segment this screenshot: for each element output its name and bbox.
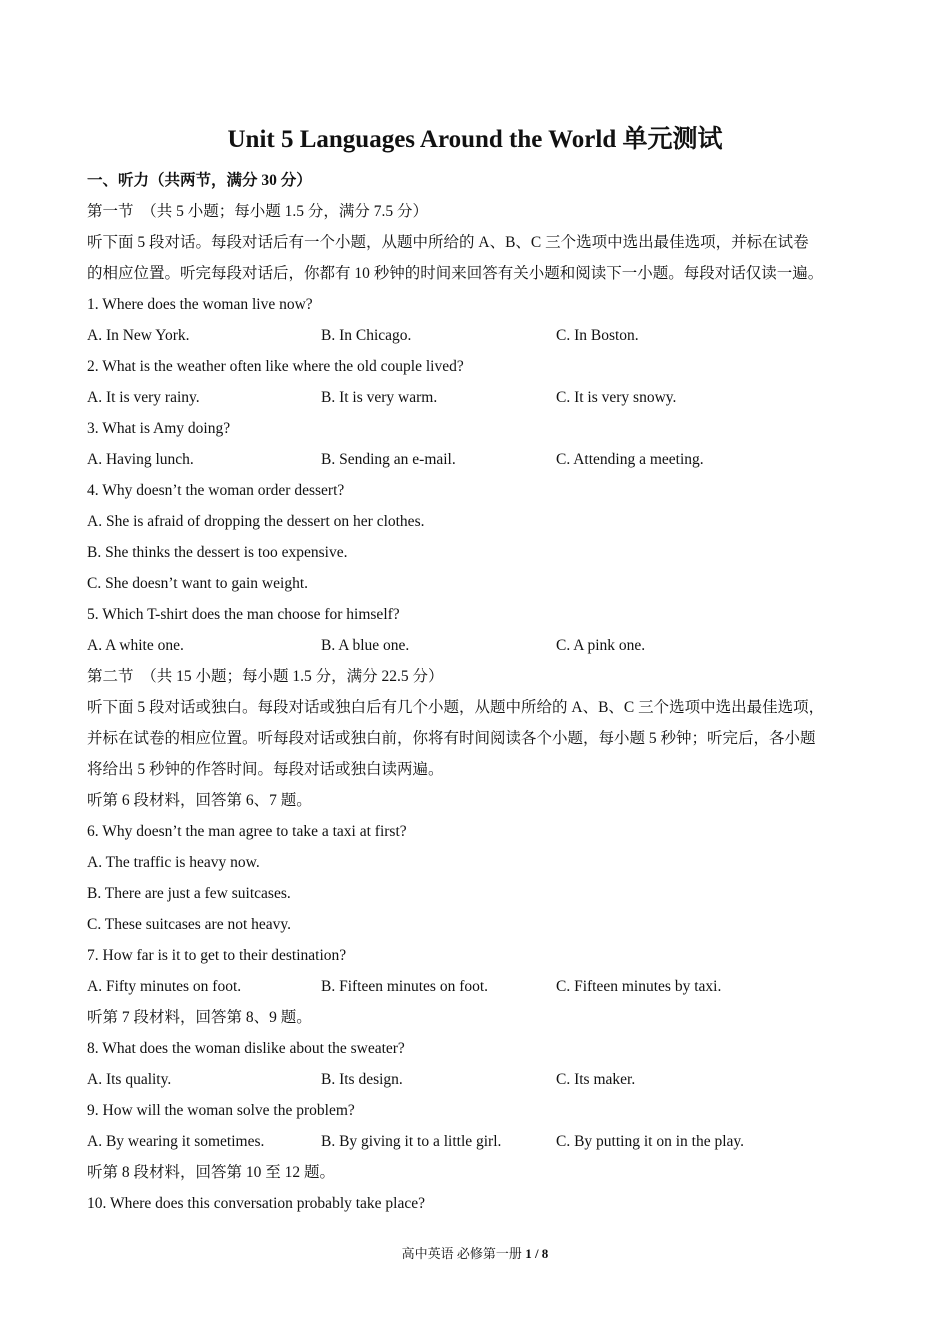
document-title: Unit 5 Languages Around the World 单元测试 xyxy=(227,126,723,153)
footer-page-number: 1 / 8 xyxy=(525,1246,549,1261)
question-6-option-c: C. These suitcases are not heavy. xyxy=(87,916,292,933)
question-2-option-c: C. It is very snowy. xyxy=(556,389,677,406)
question-10-stem: 10. Where does this conversation probably take place? xyxy=(87,1195,426,1212)
question-1-option-b: B. In Chicago. xyxy=(321,327,412,344)
question-3-option-c: C. Attending a meeting. xyxy=(556,451,704,468)
question-9-option-b: B. By giving it to a little girl. xyxy=(321,1133,502,1150)
question-3-stem: 3. What is Amy doing? xyxy=(87,420,231,437)
question-7-option-c: C. Fifteen minutes by taxi. xyxy=(556,978,722,995)
question-3-option-a: A. Having lunch. xyxy=(87,451,194,468)
question-4-option-b: B. She thinks the dessert is too expensive. xyxy=(87,544,348,561)
section1-instructions-line2: 的相应位置。听完每段对话后，你都有 10 秒钟的时间来回答有关小题和阅读下一小题。每段对话仅读一遍。 xyxy=(87,265,824,282)
footer-subject: 高中英语 必修第一册 xyxy=(401,1246,526,1261)
section2-instructions-line2: 并标在试卷的相应位置。听每段对话或独白前，你将有时间阅读各个小题，每小题 5 秒钟；听完后，各小题 xyxy=(87,730,816,747)
material-6-heading: 听第 6 段材料，回答第 6、7 题。 xyxy=(87,792,312,809)
question-8-option-a: A. Its quality. xyxy=(87,1071,172,1088)
page-footer xyxy=(0,1244,950,1264)
question-9-option-a: A. By wearing it sometimes. xyxy=(87,1133,265,1150)
section1-heading: 第一节 （共 5 小题；每小题 1.5 分，满分 7.5 分） xyxy=(87,203,429,220)
question-5-option-b: B. A blue one. xyxy=(321,637,410,654)
question-7-option-a: A. Fifty minutes on foot. xyxy=(87,978,242,995)
question-6-option-b: B. There are just a few suitcases. xyxy=(87,885,291,902)
question-4-option-a: A. She is afraid of dropping the dessert on her clothes. xyxy=(87,513,425,530)
question-5-option-c: C. A pink one. xyxy=(556,637,646,654)
question-2-option-b: B. It is very warm. xyxy=(321,389,438,406)
question-6-option-a: A. The traffic is heavy now. xyxy=(87,854,260,871)
question-1-option-a: A. In New York. xyxy=(87,327,190,344)
question-8-stem: 8. What does the woman dislike about the sweater? xyxy=(87,1040,405,1057)
section2-heading: 第二节 （共 15 小题；每小题 1.5 分，满分 22.5 分） xyxy=(87,668,444,685)
question-5-stem: 5. Which T-shirt does the man choose for himself? xyxy=(87,606,400,623)
question-4-stem: 4. Why doesn’t the woman order dessert? xyxy=(87,482,345,499)
section2-instructions-line3: 将给出 5 秒钟的作答时间。每段对话或独白读两遍。 xyxy=(87,761,444,778)
question-9-stem: 9. How will the woman solve the problem? xyxy=(87,1102,355,1119)
question-2-option-a: A. It is very rainy. xyxy=(87,389,200,406)
question-3-option-b: B. Sending an e-mail. xyxy=(321,451,456,468)
question-4-option-c: C. She doesn’t want to gain weight. xyxy=(87,575,308,592)
question-6-stem: 6. Why doesn’t the man agree to take a taxi at first? xyxy=(87,823,407,840)
question-7-option-b: B. Fifteen minutes on foot. xyxy=(321,978,489,995)
part1-heading: 一、听力（共两节，满分 30 分） xyxy=(87,172,312,189)
question-1-stem: 1. Where does the woman live now? xyxy=(87,296,313,313)
question-2-stem: 2. What is the weather often like where the old couple lived? xyxy=(87,358,464,375)
section2-instructions-line1: 听下面 5 段对话或独白。每段对话或独白后有几个小题，从题中所给的 A、B、C 三个选项中选出最佳选项， xyxy=(87,699,825,716)
question-7-stem: 7. How far is it to get to their destination? xyxy=(87,947,347,964)
material-7-heading: 听第 7 段材料，回答第 8、9 题。 xyxy=(87,1009,312,1026)
material-8-heading: 听第 8 段材料，回答第 10 至 12 题。 xyxy=(87,1164,336,1181)
question-8-option-c: C. Its maker. xyxy=(556,1071,636,1088)
section1-instructions-line1: 听下面 5 段对话。每段对话后有一个小题，从题中所给的 A、B、C 三个选项中选出最佳选项，并标在试卷 xyxy=(87,234,809,251)
question-8-option-b: B. Its design. xyxy=(321,1071,403,1088)
question-5-option-a: A. A white one. xyxy=(87,637,184,654)
question-1-option-c: C. In Boston. xyxy=(556,327,639,344)
question-9-option-c: C. By putting it on in the play. xyxy=(556,1133,745,1150)
